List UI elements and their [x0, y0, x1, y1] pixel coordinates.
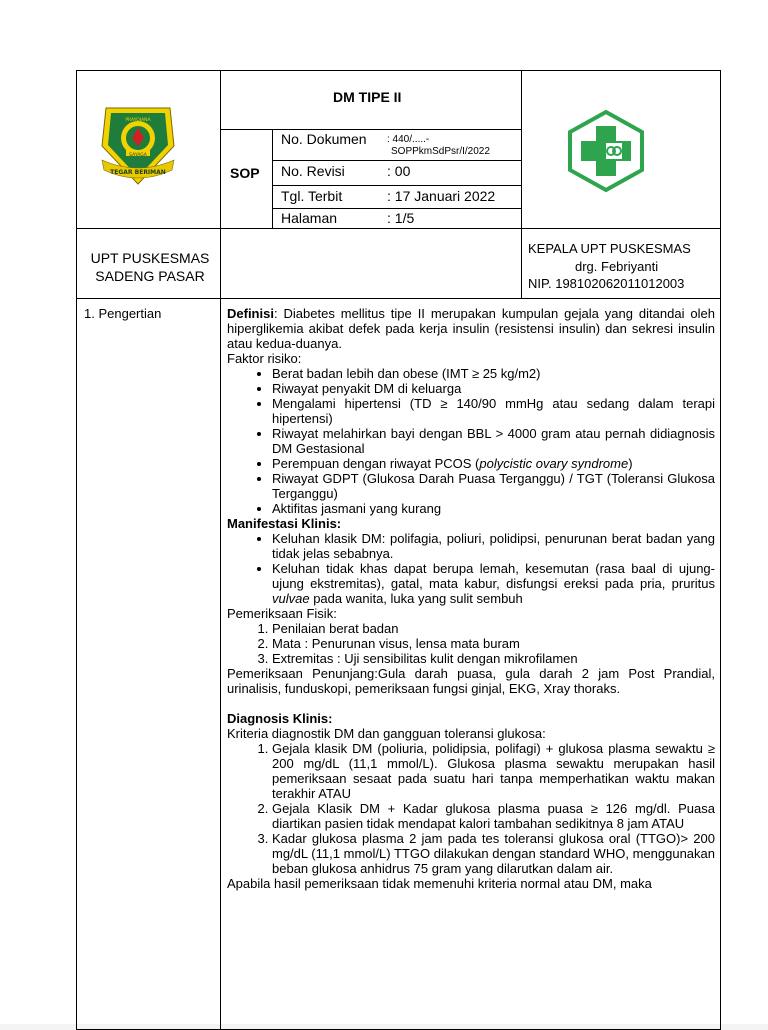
diagnosis-label: Diagnosis Klinis: [227, 711, 333, 726]
kriteria-intro: Kriteria diagnostik DM dan gangguan toleransi glukosa: [227, 726, 546, 741]
list-item: • Keluhan klasik DM: polifagia, poliuri, polidipsi, penurunan berat badan yang tidak jelas sebabnya. [272, 531, 715, 561]
list-item: 2. Gejala Klasik DM + Kadar glukosa plasma puasa ≥ 126 mg/dl. Puasa diartikan pasien tidak mendapat kalori tambahan sedikitnya 8 jam ATAU [272, 801, 715, 831]
head-nip: NIP. 198102062011012003 [528, 276, 685, 291]
org-name-line1: UPT PUSKESMAS [90, 250, 210, 266]
divider [76, 298, 721, 299]
manifestasi-list [227, 531, 715, 606]
divider [272, 129, 273, 228]
definisi-text: : Diabetes mellitus tipe II merupakan kumpulan gejala yang ditandai oleh hiperglikemia akibat defek pada kerja insulin (resistensi insulin) dan sekresi insulin atau kedua-duanya. [227, 306, 715, 351]
meta-value-revisi: : 00 [387, 163, 411, 179]
divider [76, 228, 721, 229]
meta-label-dokumen: No. Dokumen [281, 131, 367, 147]
spacer [227, 696, 715, 711]
divider [521, 70, 522, 298]
sop-label: SOP [230, 165, 260, 181]
meta-value-dokumen-2: SOPPkmSdPsr/I/2022 [391, 146, 490, 157]
meta-value-dokumen-1: : 440/.....- [387, 134, 430, 145]
manifestasi-text: Keluhan tidak khas dapat berupa lemah, kesemutan (rasa baal di ujung-ujung ekstremitas), gatal, mata kabur, disfungsi ereksi pada pria, pruritus [272, 561, 715, 591]
list-item [272, 561, 715, 606]
fisik-label: Pemeriksaan Fisik: [227, 606, 337, 621]
list-item: 3. Extremitas : Uji sensibilitas kulit dengan mikrofilamen [272, 651, 715, 666]
list-item: • Riwayat GDPT (Glukosa Darah Puasa Terganggu) / TGT (Toleransi Glukosa Terganggu) [272, 471, 715, 501]
definisi-label: Definisi [227, 306, 274, 321]
definisi-paragraph [227, 306, 715, 351]
meta-value-terbit: : 17 Januari 2022 [387, 188, 496, 204]
divider [272, 160, 521, 161]
divider [272, 185, 521, 186]
list-item: 1. Gejala klasik DM (poliuria, polidipsia, polifagi) + glukosa plasma sewaktu ≥ 200 mg/dL (11,1 mmol/L). Glukosa plasma sewaktu merupakan hasil pemeriksaan sesaat pada suatu hari tanpa memperhatikan waktu makan terakhir ATAU [272, 741, 715, 801]
kriteria-list [227, 741, 715, 876]
list-item: • Riwayat melahirkan bayi dengan BBL > 4000 gram atau pernah didiagnosis DM Gestasional [272, 426, 715, 456]
manifestasi-label: Manifestasi Klinis: [227, 516, 342, 531]
list-item: 2. Mata : Penurunan visus, lensa mata buram [272, 636, 715, 651]
meta-value-halaman: : 1/5 [387, 210, 415, 226]
head-title: KEPALA UPT PUSKESMAS [528, 241, 691, 256]
svg-text:SAYAGA: SAYAGA [129, 153, 147, 158]
regency-emblem-icon [96, 100, 180, 190]
svg-text:PRAYOJANA: PRAYOJANA [125, 118, 151, 123]
fisik-list [227, 621, 715, 666]
list-item: • Riwayat penyakit DM di keluarga [272, 381, 715, 396]
meta-label-revisi: No. Revisi [281, 163, 345, 179]
section-body [227, 306, 715, 891]
section-label-pengertian: 1. Pengertian [84, 306, 162, 321]
document-title: DM TIPE II [333, 89, 402, 105]
manifestasi-text-end: pada wanita, luka yang sulit sembuh [309, 591, 523, 606]
list-item: • Mengalami hipertensi (TD ≥ 140/90 mmHg atau sedang dalam terapi hipertensi) [272, 396, 715, 426]
org-name-line2: SADENG PASAR [95, 268, 205, 284]
manifestasi-italic: vulvae [272, 591, 310, 606]
divider [272, 208, 521, 209]
divider [220, 70, 221, 1030]
list-item: • Aktifitas jasmani yang kurang [272, 501, 715, 516]
meta-label-terbit: Tgl. Terbit [281, 188, 343, 204]
head-name: drg. Febriyanti [575, 259, 659, 274]
faktor-label: Faktor risiko: [227, 351, 302, 366]
list-item: 3. Kadar glukosa plasma 2 jam pada tes toleransi glukosa oral (TTGO)> 200 mg/dL (11,1 mmol/L) TTGO dilakukan dengan standard WHO, menggunakan beban glukosa anhidrus 75 gram yang dilarutkan dalam air. [272, 831, 715, 876]
pcos-prefix: Perempuan dengan riwayat PCOS ( [272, 456, 480, 471]
meta-label-halaman: Halaman [281, 210, 338, 226]
pcos-suffix: ) [628, 456, 633, 471]
penunjang-paragraph: Pemeriksaan Penunjang:Gula darah puasa, gula darah 2 jam Post Prandial, urinalisis, funduskopi, pemeriksaan fungsi ginjal, EKG, Xray thoraks. [227, 666, 715, 696]
list-item: • Berat badan lebih dan obese (IMT ≥ 25 kg/m2) [272, 366, 715, 381]
puskesmas-cross-icon [565, 110, 647, 192]
divider [220, 129, 521, 130]
svg-text:TEGAR BERIMAN: TEGAR BERIMAN [110, 169, 166, 176]
faktor-list [227, 366, 715, 516]
closing-paragraph: Apabila hasil pemeriksaan tidak memenuhi kriteria normal atau DM, maka [227, 876, 652, 891]
list-item [272, 456, 715, 471]
list-item: 1. Penilaian berat badan [272, 621, 715, 636]
pcos-italic: polycistic ovary syndrome [479, 456, 629, 471]
